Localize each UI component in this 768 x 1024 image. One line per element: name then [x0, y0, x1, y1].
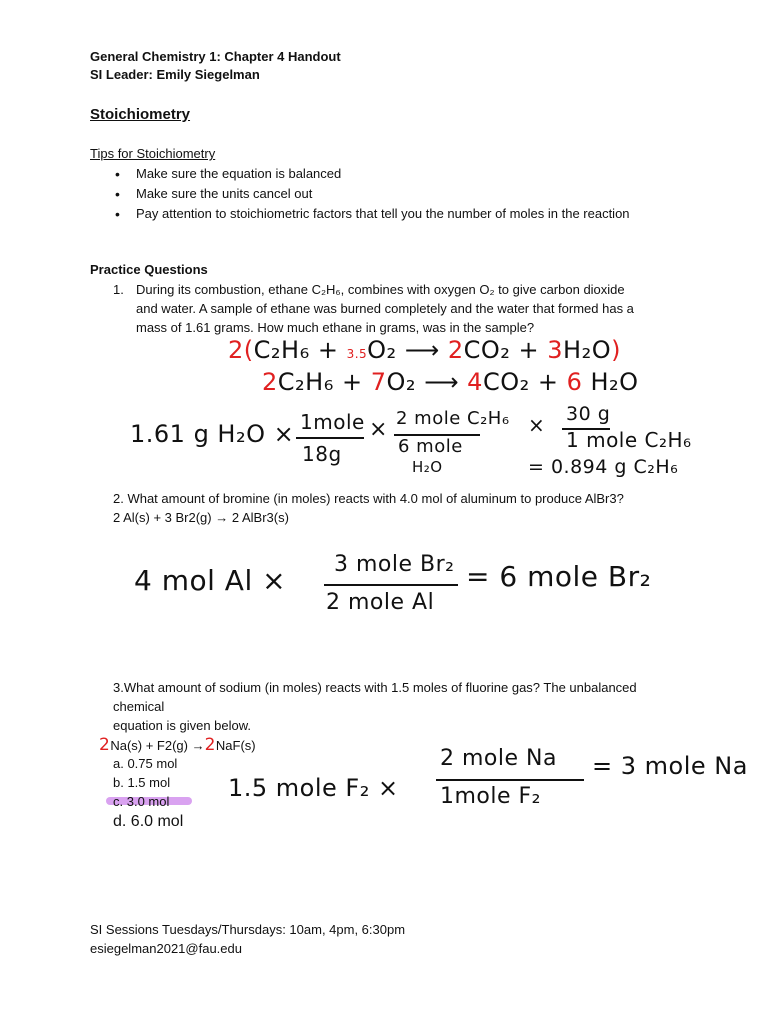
fraction-bar	[324, 584, 458, 586]
q1-fraction2-num: 2 mole C₂H₆	[396, 408, 510, 429]
q3-equation-part: NaF(s)	[215, 738, 256, 753]
hw-red: 6	[566, 368, 583, 396]
q2-fraction-den: 2 mole Al	[326, 590, 435, 615]
hw-text: O₂	[367, 336, 397, 364]
q1-balanced-equation-draft	[228, 336, 621, 364]
q3-result: = 3 mole Na	[592, 752, 748, 780]
tip-item: • Make sure the equation is balanced	[110, 164, 630, 184]
tips-list	[110, 164, 630, 224]
q3-line: chemical	[113, 699, 165, 714]
section-title: Stoichiometry	[90, 106, 191, 123]
q1-fraction2-den: 6 mole	[398, 436, 463, 457]
tip-item: • Make sure the units cancel out	[110, 184, 630, 204]
q3-line: equation is given below.	[113, 718, 252, 733]
hw-red: 2	[262, 368, 278, 396]
hw-red: 3	[547, 336, 564, 364]
q1-calc-start: 1.61 g H₂O ×	[130, 420, 295, 448]
hw-text: C₂H₆ +	[277, 368, 371, 396]
q3-line: 3.What amount of sodium (in moles) reacts with 1.5 moles of fluorine gas? The unbalanced	[113, 680, 637, 695]
practice-heading: Practice Questions	[90, 262, 208, 277]
hw-text: CO₂ +	[482, 368, 567, 396]
q3-option: a. 0.75 mol	[113, 756, 178, 771]
hw-text: C₂H₆ +	[253, 336, 347, 364]
q2-result: = 6 mole Br₂	[466, 560, 652, 593]
hw-text: H₂O	[582, 368, 639, 396]
hw-red: 2	[447, 336, 464, 364]
hw-red-coefficient: 2	[99, 735, 111, 755]
times-sign: ×	[528, 413, 546, 437]
sessions-info: SI Sessions Tuesdays/Thursdays: 10am, 4pm, 6:30pm	[90, 922, 406, 937]
hw-red-coefficient: 2	[204, 735, 216, 755]
q1-balanced-equation	[262, 368, 639, 396]
contact-email: esiegelman2021@fau.edu	[90, 941, 242, 956]
hw-red: 4	[467, 368, 483, 396]
q3-calc-start: 1.5 mole F₂ ×	[228, 774, 399, 802]
q1-fraction2-den-unit: H₂O	[412, 458, 443, 476]
si-leader: SI Leader: Emily Siegelman	[90, 67, 260, 82]
hw-red: 7	[370, 368, 387, 396]
q3-option: b. 1.5 mol	[113, 775, 171, 790]
q2-equation: 2 Al(s) + 3 Br2(g) → 2 AlBr3(s)	[113, 510, 289, 525]
q1-fraction1-den: 18g	[302, 442, 342, 466]
hw-red: 2(	[228, 336, 254, 364]
q1-number: 1.	[113, 282, 124, 297]
q3-option-selected: c. 3.0 mol	[113, 794, 170, 809]
q2-line: 2. What amount of bromine (in moles) reacts with 4.0 mol of aluminum to produce AlBr3?	[113, 491, 624, 506]
tips-heading: Tips for Stoichiometry	[90, 146, 216, 161]
q1-fraction3-den: 1 mole C₂H₆	[566, 428, 692, 452]
q1-fraction3-num: 30 g	[566, 403, 611, 425]
q1-line: mass of 1.61 grams. How much ethane in grams, was in the sample?	[136, 320, 535, 335]
q3-equation-part: Na(s) + F2(g) →	[110, 738, 205, 753]
fraction-bar	[436, 779, 584, 781]
q1-line: and water. A sample of ethane was burned completely and the water that formed has a	[136, 301, 634, 316]
fraction-bar	[296, 437, 364, 439]
hw-text: CO₂ +	[463, 336, 548, 364]
q2-fraction-num: 3 mole Br₂	[334, 552, 455, 577]
q3-equation	[99, 737, 256, 754]
course-title: General Chemistry 1: Chapter 4 Handout	[90, 49, 341, 64]
hw-red: 3.5	[346, 347, 368, 361]
q3-fraction-num: 2 mole Na	[440, 746, 557, 771]
hw-text: ⟶	[396, 336, 448, 364]
hw-text: O₂ ⟶	[386, 368, 468, 396]
times-sign: ×	[369, 417, 388, 442]
tip-item: • Pay attention to stoichiometric factors that tell you the number of moles in the reaction	[110, 204, 630, 224]
hw-red: )	[611, 336, 621, 364]
q1-answer: = 0.894 g C₂H₆	[528, 456, 679, 478]
hw-text: H₂O	[563, 336, 612, 364]
q2-calc-start: 4 mol Al ×	[134, 564, 287, 597]
q3-option: d. 6.0 mol	[113, 813, 184, 830]
q1-fraction1-num: 1mole	[300, 410, 365, 434]
q3-fraction-den: 1mole F₂	[440, 784, 542, 809]
q1-line: During its combustion, ethane C₂H₆, combines with oxygen O₂ to give carbon dioxide	[136, 282, 625, 297]
